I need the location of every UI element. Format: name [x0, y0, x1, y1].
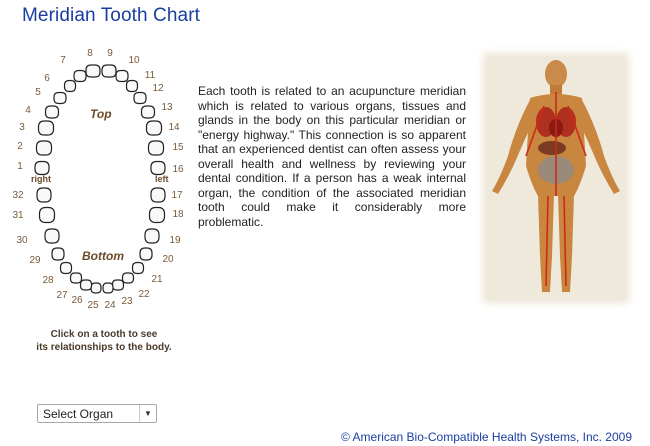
- tooth-number-10: 10: [128, 55, 140, 66]
- tooth-19[interactable]: [145, 229, 159, 243]
- tooth-number-18: 18: [172, 209, 184, 220]
- tooth-25[interactable]: [91, 283, 101, 293]
- top-arch-label: Top: [90, 107, 112, 121]
- instruction-text: [20, 328, 188, 354]
- tooth-number-22: 22: [138, 289, 150, 300]
- tooth-23[interactable]: [113, 280, 124, 290]
- instruction-line-2: its relationships to the body.: [36, 342, 172, 353]
- copyright-text: © American Bio-Compatible Health Systems, Inc. 2009: [341, 430, 632, 444]
- page-title: Meridian Tooth Chart: [22, 5, 201, 26]
- human-anatomy-figure: [486, 56, 626, 300]
- tooth-16[interactable]: [151, 162, 165, 175]
- tooth-number-23: 23: [121, 296, 133, 307]
- tooth-number-7: 7: [60, 55, 66, 66]
- tooth-11[interactable]: [127, 81, 138, 92]
- tooth-7[interactable]: [74, 71, 86, 82]
- tooth-number-9: 9: [107, 48, 113, 59]
- tooth-3[interactable]: [39, 121, 54, 135]
- tooth-number-2: 2: [17, 141, 23, 152]
- tooth-number-29: 29: [29, 255, 41, 266]
- tooth-18[interactable]: [150, 208, 165, 223]
- tooth-20[interactable]: [140, 248, 152, 260]
- tooth-13[interactable]: [142, 106, 155, 118]
- bottom-arch-label: Bottom: [82, 249, 124, 263]
- tooth-27[interactable]: [71, 273, 82, 283]
- organ-select-value: Select Organ: [43, 407, 114, 421]
- tooth-24[interactable]: [103, 283, 113, 293]
- tooth-number-4: 4: [25, 105, 31, 116]
- tooth-chart-svg: [0, 40, 200, 320]
- organ-select[interactable]: [37, 404, 157, 423]
- tooth-8[interactable]: [86, 65, 100, 77]
- tooth-number-32: 32: [12, 190, 24, 201]
- tooth-number-3: 3: [19, 122, 25, 133]
- tooth-number-31: 31: [12, 210, 24, 221]
- anatomy-figure-svg: [486, 56, 626, 300]
- tooth-21[interactable]: [133, 263, 144, 274]
- tooth-28[interactable]: [61, 263, 72, 274]
- tooth-22[interactable]: [123, 273, 134, 283]
- triangle-down-icon[interactable]: ▼: [139, 405, 156, 422]
- left-side-label: left: [155, 174, 169, 184]
- tooth-number-13: 13: [161, 102, 173, 113]
- tooth-number-24: 24: [104, 300, 116, 311]
- tooth-1[interactable]: [35, 162, 49, 175]
- tooth-6[interactable]: [65, 81, 76, 92]
- tooth-32[interactable]: [37, 188, 51, 202]
- tooth-number-25: 25: [87, 300, 99, 311]
- tooth-number-5: 5: [35, 87, 41, 98]
- description-text: Each tooth is related to an acupuncture meridian which is related to various organs, tissues and glands in the body on this particular meridian or "energy highway." This connection is so apparent that an experienced dentist can often assess your overall health and wellness by reviewing your dental condition. If a person has a weak internal organ, the condition of the associated meridian tooth could make it considerably more problematic.: [198, 84, 466, 229]
- instruction-line-1: Click on a tooth to see: [50, 329, 158, 340]
- tooth-31[interactable]: [40, 208, 55, 223]
- tooth-number-12: 12: [152, 83, 164, 94]
- tooth-29[interactable]: [52, 248, 64, 260]
- tooth-number-8: 8: [87, 48, 93, 59]
- tooth-number-15: 15: [172, 142, 184, 153]
- tooth-number-26: 26: [71, 295, 83, 306]
- tooth-17[interactable]: [151, 188, 165, 202]
- tooth-26[interactable]: [81, 280, 92, 290]
- tooth-30[interactable]: [45, 229, 59, 243]
- tooth-5[interactable]: [54, 93, 66, 104]
- tooth-number-20: 20: [162, 254, 174, 265]
- tooth-14[interactable]: [147, 121, 162, 135]
- tooth-number-28: 28: [42, 275, 54, 286]
- tooth-number-14: 14: [168, 122, 180, 133]
- tooth-2[interactable]: [37, 141, 52, 155]
- tooth-number-16: 16: [172, 164, 184, 175]
- tooth-chart: [0, 40, 200, 320]
- tooth-number-6: 6: [44, 73, 50, 84]
- tooth-number-27: 27: [56, 290, 68, 301]
- tooth-number-17: 17: [171, 190, 183, 201]
- tooth-number-11: 11: [144, 70, 156, 81]
- right-side-label: right: [31, 174, 51, 184]
- tooth-number-19: 19: [169, 235, 181, 246]
- tooth-number-21: 21: [151, 274, 163, 285]
- tooth-15[interactable]: [149, 141, 164, 155]
- tooth-number-1: 1: [17, 161, 23, 172]
- tooth-4[interactable]: [46, 106, 59, 118]
- tooth-number-30: 30: [16, 235, 28, 246]
- tooth-12[interactable]: [134, 93, 146, 104]
- tooth-10[interactable]: [116, 71, 128, 82]
- tooth-9[interactable]: [102, 65, 116, 77]
